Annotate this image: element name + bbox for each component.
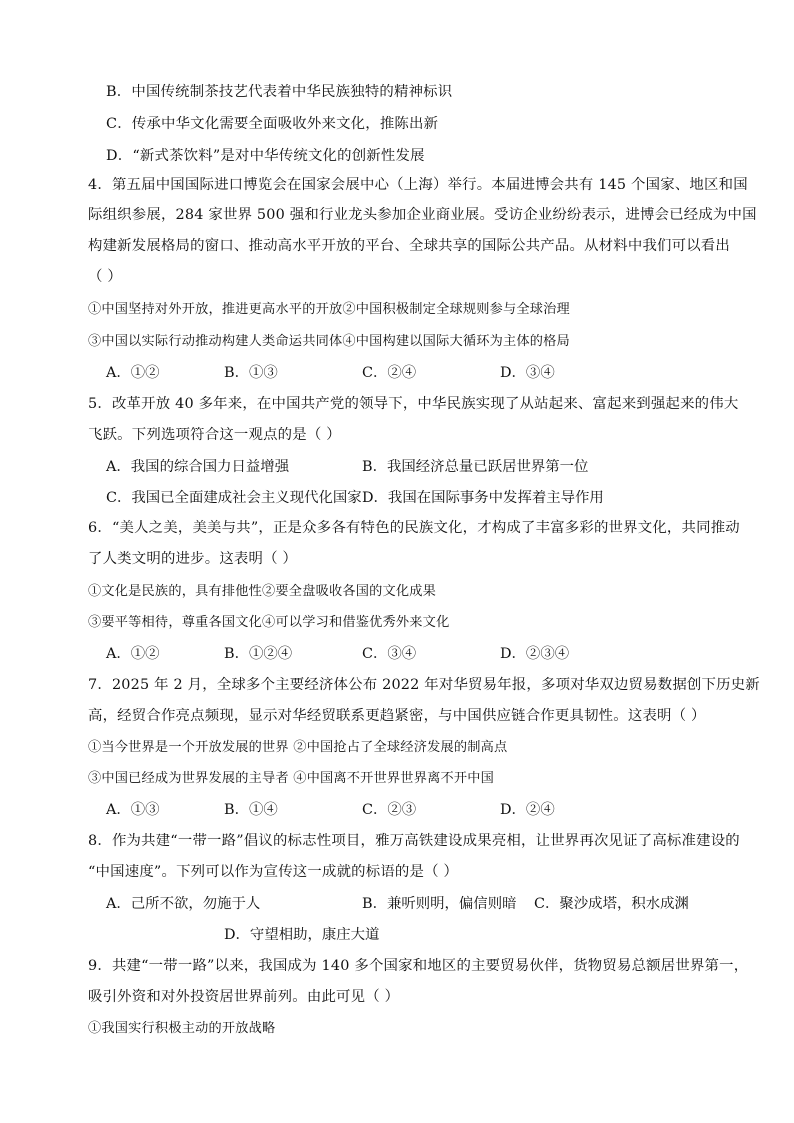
q7-option-b: B．①④	[224, 802, 278, 818]
q7-stem-line-2: 高，经贸合作亮点频现，显示对华经贸联系更趋紧密，与中国供应链合作更具韧性。这表明（ ）	[88, 708, 706, 724]
q5-option-b: B．我国经济总量已跃居世界第一位	[362, 459, 589, 475]
q6-stem-line-1: 6．“美人之美，美美与共”，正是众多各有特色的民族文化，才构成了丰富多彩的世界文化，共同推动	[88, 520, 740, 536]
q8-option-c: C．聚沙成塔，积水成渊	[534, 896, 689, 912]
q9-statement-1: ①我国实行积极主动的开放战略	[88, 1021, 276, 1036]
q4-option-b: B．①③	[224, 365, 278, 381]
q5-option-a: A．我国的综合国力日益增强	[106, 459, 290, 475]
q5-option-d: D．我国在国际事务中发挥着主导作用	[362, 490, 604, 506]
q7-option-a: A．①③	[106, 802, 160, 818]
q8-option-d: D．守望相助，康庄大道	[224, 927, 380, 943]
q7-option-c: C．②③	[362, 802, 417, 818]
q4-stem-line-1: 4．第五届中国国际进口博览会在国家会展中心（上海）举行。本届进博会共有 145 个国家、地区和国	[88, 177, 748, 193]
q9-stem-line-2: 吸引外资和对外投资居世界前列。由此可见（ ）	[88, 989, 400, 1005]
q8-option-b: B．兼听则明，偏信则暗	[362, 896, 517, 912]
q5-option-c: C．我国已全面建成社会主义现代化国家	[106, 490, 362, 506]
prev-option-d: D．“新式茶饮料”是对中华传统文化的创新性发展	[106, 148, 425, 164]
q9-stem-line-1: 9．共建“一带一路”以来，我国成为 140 多个国家和地区的主要贸易伙伴，货物贸易总额居世界第一，	[88, 958, 749, 974]
q7-statement-2: ③中国已经成为世界发展的主导者 ④中国离不开世界世界离不开中国	[88, 771, 495, 786]
q8-stem-line-1: 8．作为共建“一带一路”倡议的标志性项目，雅万高铁建设成果亮相，让世界再次见证了高标准建设的	[88, 833, 740, 849]
q4-option-c: C．②④	[362, 365, 417, 381]
q7-option-d: D．②④	[500, 802, 555, 818]
q6-option-b: B．①②④	[224, 646, 293, 662]
q6-statement-2: ③要平等相待，尊重各国文化④可以学习和借鉴优秀外来文化	[88, 615, 450, 630]
q6-option-a: A．①②	[106, 646, 160, 662]
prev-option-b: B．中国传统制茶技艺代表着中华民族独特的精神标识	[106, 84, 453, 100]
q4-statement-1: ①中国坚持对外开放，推进更高水平的开放②中国积极制定全球规则参与全球治理	[88, 302, 570, 317]
q6-stem-line-2: 了人类文明的进步。这表明（ ）	[88, 551, 298, 567]
q4-statement-2: ③中国以实际行动推动构建人类命运共同体④中国构建以国际大循环为主体的格局	[88, 334, 570, 349]
q5-stem-line-2: 飞跃。下列选项符合这一观点的是（ ）	[88, 427, 341, 443]
q8-stem-line-2: “中国速度”。下列可以作为宣传这一成就的标语的是（ ）	[88, 864, 459, 880]
q7-statement-1: ①当今世界是一个开放发展的世界 ②中国抢占了全球经济发展的制高点	[88, 740, 508, 755]
prev-option-c: C．传承中华文化需要全面吸收外来文化，推陈出新	[106, 116, 439, 132]
q4-stem-line-4: （ ）	[88, 269, 122, 285]
q4-option-a: A．①②	[106, 365, 160, 381]
q6-statement-1: ①文化是民族的，具有排他性②要全盘吸收各国的文化成果	[88, 584, 437, 599]
q7-stem-line-1: 7．2025 年 2 月，全球多个主要经济体公布 2022 年对华贸易年报，多项对华双边贸易数据创下历史新	[88, 677, 760, 693]
q6-option-d: D．②③④	[500, 646, 570, 662]
q5-stem-line-1: 5．改革开放 40 多年来，在中国共产党的领导下，中华民族实现了从站起来、富起来到强起来的伟大	[88, 396, 739, 412]
q6-option-c: C．③④	[362, 646, 417, 662]
q8-option-a: A．己所不欲，勿施于人	[106, 896, 261, 912]
q4-stem-line-3: 构建新发展格局的窗口、推动高水平开放的平台、全球共享的国际公共产品。从材料中我们可以看出	[88, 238, 730, 254]
q4-option-d: D．③④	[500, 365, 555, 381]
q4-stem-line-2: 际组织参展，284 家世界 500 强和行业龙头参加企业商业展。受访企业纷纷表示，进博会已经成为中国	[88, 207, 757, 223]
